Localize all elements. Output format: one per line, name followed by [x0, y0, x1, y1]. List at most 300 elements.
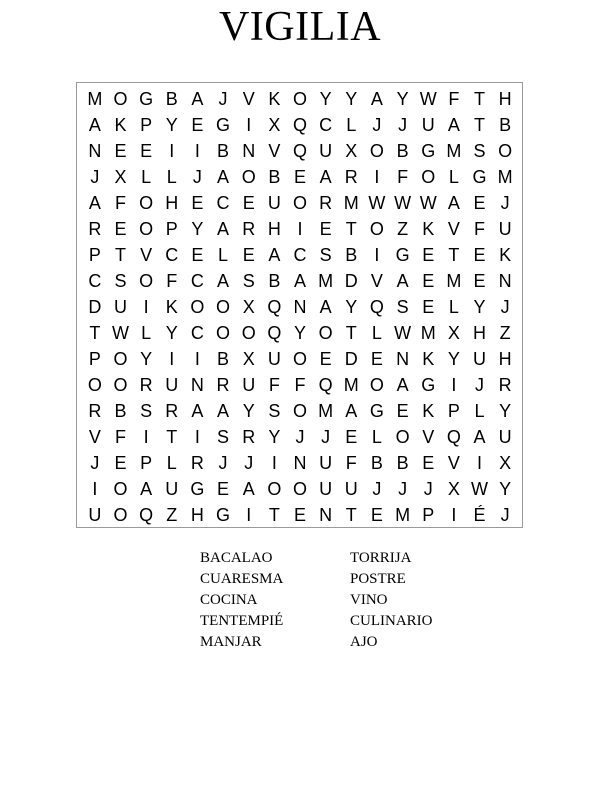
grid-cell[interactable]: J: [192, 167, 202, 187]
grid-cell[interactable]: L: [346, 115, 357, 135]
grid-cell[interactable]: L: [448, 167, 459, 187]
grid-cell[interactable]: O: [113, 375, 128, 395]
grid-cell[interactable]: R: [498, 375, 512, 395]
grid-cell[interactable]: O: [139, 193, 154, 213]
grid-cell[interactable]: Z: [499, 323, 511, 343]
grid-cell[interactable]: W: [419, 193, 437, 213]
grid-cell[interactable]: I: [194, 427, 200, 447]
grid-cell[interactable]: F: [294, 375, 306, 395]
grid-cell[interactable]: R: [242, 219, 256, 239]
grid-cell[interactable]: O: [292, 89, 307, 109]
grid-cell[interactable]: K: [499, 245, 512, 265]
grid-cell[interactable]: N: [293, 297, 307, 317]
grid-cell[interactable]: E: [114, 141, 127, 161]
grid-cell[interactable]: J: [398, 479, 408, 499]
grid-cell[interactable]: Z: [397, 219, 409, 239]
grid-cell[interactable]: A: [345, 401, 358, 421]
grid-cell[interactable]: S: [396, 297, 409, 317]
grid-cell[interactable]: Y: [242, 401, 255, 421]
grid-cell[interactable]: Y: [499, 401, 512, 421]
grid-cell[interactable]: P: [422, 505, 435, 525]
grid-cell[interactable]: Y: [345, 297, 358, 317]
grid-cell[interactable]: Y: [345, 89, 358, 109]
grid-cell[interactable]: F: [474, 219, 486, 239]
grid-cell[interactable]: J: [500, 297, 510, 317]
grid-cell[interactable]: M: [343, 193, 359, 213]
grid-cell[interactable]: J: [218, 453, 228, 473]
grid-cell[interactable]: P: [165, 219, 178, 239]
grid-cell[interactable]: O: [139, 219, 154, 239]
grid-cell[interactable]: I: [477, 453, 483, 473]
grid-cell[interactable]: Y: [396, 89, 409, 109]
grid-cell[interactable]: M: [318, 271, 334, 291]
grid-cell[interactable]: E: [242, 245, 255, 265]
grid-cell[interactable]: L: [371, 427, 382, 447]
grid-cell[interactable]: T: [474, 89, 486, 109]
grid-cell[interactable]: I: [194, 141, 200, 161]
grid-cell[interactable]: R: [216, 375, 230, 395]
grid-cell[interactable]: X: [242, 349, 255, 369]
puzzle-title: VIGILIA: [218, 4, 382, 50]
grid-cell[interactable]: U: [498, 427, 512, 447]
grid-cell[interactable]: G: [421, 141, 436, 161]
grid-cell[interactable]: I: [169, 141, 175, 161]
grid-cell[interactable]: V: [447, 219, 460, 239]
grid-cell[interactable]: E: [217, 479, 230, 499]
grid-cell[interactable]: J: [244, 453, 254, 473]
grid-cell[interactable]: O: [369, 375, 384, 395]
grid-cell[interactable]: B: [370, 453, 383, 473]
grid-cell[interactable]: K: [422, 219, 435, 239]
grid-cell[interactable]: O: [369, 219, 384, 239]
grid-cell[interactable]: T: [268, 505, 280, 525]
grid-cell[interactable]: E: [345, 427, 358, 447]
grid-cell[interactable]: H: [267, 219, 281, 239]
grid-cell[interactable]: G: [395, 245, 410, 265]
grid-cell[interactable]: E: [422, 297, 435, 317]
grid-cell[interactable]: T: [345, 219, 357, 239]
grid-cell[interactable]: T: [89, 323, 101, 343]
grid-cell[interactable]: S: [217, 427, 230, 447]
grid-cell[interactable]: O: [113, 479, 128, 499]
grid-cell[interactable]: U: [319, 453, 333, 473]
grid-cell[interactable]: P: [88, 245, 101, 265]
grid-cell[interactable]: A: [370, 89, 383, 109]
grid-cell[interactable]: K: [422, 349, 435, 369]
grid-cell[interactable]: O: [292, 193, 307, 213]
grid-cell[interactable]: W: [394, 193, 412, 213]
grid-cell[interactable]: G: [216, 115, 231, 135]
grid-cell[interactable]: O: [421, 167, 436, 187]
grid-cell[interactable]: P: [140, 453, 153, 473]
grid-cell[interactable]: I: [374, 245, 380, 265]
grid-cell[interactable]: E: [242, 193, 255, 213]
grid-cell[interactable]: K: [114, 115, 127, 135]
grid-cell[interactable]: A: [217, 271, 230, 291]
word-list-item: AJO: [350, 634, 378, 650]
grid-cell[interactable]: D: [344, 349, 358, 369]
grid-cell[interactable]: O: [87, 375, 102, 395]
grid-cell[interactable]: A: [191, 89, 204, 109]
grid-cell[interactable]: G: [421, 375, 436, 395]
grid-cell[interactable]: Y: [447, 349, 460, 369]
grid-cell[interactable]: E: [370, 349, 383, 369]
grid-cell[interactable]: Y: [473, 297, 486, 317]
grid-cell[interactable]: Y: [319, 89, 332, 109]
grid-cell[interactable]: E: [191, 245, 204, 265]
grid-cell[interactable]: I: [169, 349, 175, 369]
grid-cell[interactable]: O: [113, 349, 128, 369]
grid-cell[interactable]: U: [319, 479, 333, 499]
grid-cell[interactable]: B: [396, 453, 409, 473]
grid-cell[interactable]: L: [141, 323, 152, 343]
grid-cell[interactable]: M: [446, 271, 462, 291]
grid-cell[interactable]: R: [190, 453, 204, 473]
grid-cell[interactable]: O: [241, 323, 256, 343]
grid-cell[interactable]: R: [88, 219, 102, 239]
grid-cell[interactable]: V: [88, 427, 101, 447]
grid-cell[interactable]: Q: [267, 297, 282, 317]
grid-cell[interactable]: N: [242, 141, 256, 161]
grid-cell[interactable]: R: [165, 401, 179, 421]
grid-cell[interactable]: I: [374, 167, 380, 187]
grid-cell[interactable]: T: [474, 115, 486, 135]
grid-cell[interactable]: E: [293, 505, 306, 525]
grid-cell[interactable]: V: [447, 453, 460, 473]
word-search-grid[interactable]: [82, 86, 518, 528]
grid-cell[interactable]: M: [446, 141, 462, 161]
grid-cell[interactable]: D: [344, 271, 358, 291]
grid-cell[interactable]: I: [451, 375, 457, 395]
grid-cell[interactable]: B: [165, 89, 178, 109]
grid-cell[interactable]: A: [217, 401, 230, 421]
grid-cell[interactable]: M: [420, 323, 436, 343]
grid-cell[interactable]: P: [140, 115, 153, 135]
grid-cell[interactable]: I: [246, 505, 252, 525]
grid-cell[interactable]: N: [498, 271, 512, 291]
grid-cell[interactable]: R: [88, 401, 102, 421]
grid-cell[interactable]: E: [370, 505, 383, 525]
word-list-right: [350, 548, 433, 653]
grid-cell[interactable]: G: [472, 167, 487, 187]
grid-cell[interactable]: U: [165, 479, 179, 499]
word-list-item: MANJAR: [200, 634, 262, 650]
grid-cell[interactable]: U: [267, 349, 281, 369]
grid-cell[interactable]: J: [90, 453, 100, 473]
grid-cell[interactable]: A: [473, 427, 486, 447]
grid-cell[interactable]: L: [371, 323, 382, 343]
grid-cell[interactable]: O: [292, 401, 307, 421]
grid-cell[interactable]: C: [319, 115, 333, 135]
grid-cell[interactable]: E: [114, 453, 127, 473]
grid-cell[interactable]: S: [268, 401, 281, 421]
grid-cell[interactable]: J: [398, 115, 408, 135]
grid-cell[interactable]: G: [216, 505, 231, 525]
grid-cell[interactable]: E: [191, 193, 204, 213]
grid-cell[interactable]: S: [319, 245, 332, 265]
grid-cell[interactable]: L: [141, 167, 152, 187]
grid-cell[interactable]: M: [497, 167, 513, 187]
grid-cell[interactable]: T: [114, 245, 126, 265]
grid-cell[interactable]: O: [190, 297, 205, 317]
grid-cell[interactable]: Q: [267, 323, 282, 343]
grid-cell[interactable]: L: [448, 297, 459, 317]
grid-cell[interactable]: R: [242, 427, 256, 447]
grid-cell[interactable]: J: [423, 479, 433, 499]
grid-cell[interactable]: O: [292, 349, 307, 369]
grid-cell[interactable]: A: [191, 401, 204, 421]
grid-cell[interactable]: C: [190, 323, 204, 343]
grid-cell[interactable]: X: [447, 323, 460, 343]
grid-cell[interactable]: T: [345, 505, 357, 525]
word-list-item: BACALAO: [200, 550, 273, 566]
grid-cell[interactable]: Y: [191, 219, 204, 239]
grid-cell[interactable]: N: [293, 453, 307, 473]
grid-cell[interactable]: A: [396, 271, 409, 291]
grid-cell[interactable]: V: [422, 427, 435, 447]
grid-cell[interactable]: V: [268, 141, 281, 161]
grid-cell[interactable]: W: [471, 479, 489, 499]
grid-cell[interactable]: J: [372, 479, 382, 499]
grid-cell[interactable]: X: [268, 115, 281, 135]
grid-cell[interactable]: J: [90, 167, 100, 187]
grid-cell[interactable]: C: [216, 193, 230, 213]
grid-cell[interactable]: A: [396, 375, 409, 395]
grid-cell[interactable]: S: [114, 271, 127, 291]
grid-cell[interactable]: S: [473, 141, 486, 161]
grid-cell[interactable]: O: [292, 479, 307, 499]
grid-cell[interactable]: A: [217, 167, 230, 187]
grid-cell[interactable]: L: [166, 167, 177, 187]
grid-cell[interactable]: B: [114, 401, 127, 421]
grid-cell[interactable]: E: [422, 271, 435, 291]
grid-cell[interactable]: F: [166, 271, 178, 291]
grid-cell[interactable]: C: [190, 271, 204, 291]
grid-cell[interactable]: W: [394, 323, 412, 343]
grid-cell[interactable]: Q: [369, 297, 384, 317]
grid-cell[interactable]: O: [113, 89, 128, 109]
grid-cell[interactable]: J: [475, 375, 485, 395]
grid-cell[interactable]: V: [242, 89, 255, 109]
grid-cell[interactable]: A: [319, 297, 332, 317]
grid-cell[interactable]: I: [92, 479, 98, 499]
grid-cell[interactable]: X: [242, 297, 255, 317]
grid-cell[interactable]: L: [166, 453, 177, 473]
grid-cell[interactable]: T: [448, 245, 460, 265]
grid-cell[interactable]: E: [191, 115, 204, 135]
grid-cell[interactable]: I: [143, 297, 149, 317]
grid-cell[interactable]: E: [319, 219, 332, 239]
grid-cell[interactable]: Q: [139, 505, 154, 525]
grid-cell[interactable]: W: [368, 193, 386, 213]
grid-cell[interactable]: N: [190, 375, 204, 395]
grid-cell[interactable]: U: [165, 375, 179, 395]
grid-cell[interactable]: W: [419, 89, 437, 109]
grid-cell[interactable]: F: [114, 427, 126, 447]
grid-cell[interactable]: H: [165, 193, 179, 213]
grid-cell[interactable]: E: [140, 141, 153, 161]
grid-cell[interactable]: G: [369, 401, 384, 421]
grid-cell[interactable]: C: [165, 245, 179, 265]
grid-cell[interactable]: G: [139, 89, 154, 109]
grid-cell[interactable]: J: [295, 427, 305, 447]
grid-cell[interactable]: C: [293, 245, 307, 265]
word-search-grid-frame: [76, 82, 523, 528]
grid-cell[interactable]: U: [267, 193, 281, 213]
grid-cell[interactable]: O: [318, 323, 333, 343]
grid-cell[interactable]: Y: [165, 115, 178, 135]
grid-cell[interactable]: A: [447, 115, 460, 135]
grid-cell[interactable]: Y: [293, 323, 306, 343]
grid-cell[interactable]: E: [319, 349, 332, 369]
grid-cell[interactable]: É: [473, 505, 486, 525]
grid-cell[interactable]: I: [143, 427, 149, 447]
grid-cell[interactable]: B: [396, 141, 409, 161]
grid-cell[interactable]: U: [319, 141, 333, 161]
grid-cell[interactable]: L: [218, 245, 229, 265]
grid-cell[interactable]: E: [473, 193, 486, 213]
grid-cell[interactable]: F: [114, 193, 126, 213]
grid-cell[interactable]: W: [111, 323, 129, 343]
grid-cell[interactable]: E: [422, 245, 435, 265]
grid-cell[interactable]: A: [268, 245, 281, 265]
grid-cell[interactable]: U: [421, 115, 435, 135]
grid-cell[interactable]: O: [395, 427, 410, 447]
grid-cell[interactable]: B: [268, 271, 281, 291]
grid-cell[interactable]: B: [217, 349, 230, 369]
grid-cell[interactable]: U: [113, 297, 127, 317]
grid-cell[interactable]: J: [500, 193, 510, 213]
grid-cell[interactable]: P: [88, 349, 101, 369]
grid-cell[interactable]: N: [88, 141, 102, 161]
grid-cell[interactable]: S: [140, 401, 153, 421]
grid-cell[interactable]: P: [447, 401, 460, 421]
grid-cell[interactable]: J: [372, 115, 382, 135]
grid-cell[interactable]: Y: [165, 323, 178, 343]
grid-cell[interactable]: F: [448, 89, 460, 109]
grid-cell[interactable]: S: [242, 271, 255, 291]
grid-cell[interactable]: Z: [166, 505, 178, 525]
grid-cell[interactable]: U: [498, 219, 512, 239]
grid-cell[interactable]: F: [345, 453, 357, 473]
grid-cell[interactable]: Q: [292, 141, 307, 161]
grid-cell[interactable]: U: [88, 505, 102, 525]
grid-cell[interactable]: B: [499, 115, 512, 135]
grid-cell[interactable]: K: [165, 297, 178, 317]
grid-cell[interactable]: I: [451, 505, 457, 525]
grid-cell[interactable]: X: [447, 479, 460, 499]
word-list-item: POSTRE: [350, 571, 406, 587]
grid-cell[interactable]: O: [216, 297, 231, 317]
grid-cell[interactable]: O: [113, 505, 128, 525]
grid-cell[interactable]: M: [343, 375, 359, 395]
grid-cell[interactable]: N: [396, 349, 410, 369]
grid-cell[interactable]: K: [268, 89, 281, 109]
grid-cell[interactable]: Y: [499, 479, 512, 499]
grid-cell[interactable]: A: [140, 479, 153, 499]
grid-cell[interactable]: A: [217, 219, 230, 239]
grid-cell[interactable]: H: [473, 323, 487, 343]
grid-cell[interactable]: B: [345, 245, 358, 265]
grid-cell[interactable]: C: [88, 271, 102, 291]
grid-cell[interactable]: A: [319, 167, 332, 187]
grid-cell[interactable]: I: [246, 115, 252, 135]
grid-cell[interactable]: H: [498, 349, 512, 369]
grid-cell[interactable]: X: [345, 141, 358, 161]
grid-cell[interactable]: E: [293, 167, 306, 187]
grid-cell[interactable]: O: [369, 141, 384, 161]
grid-cell[interactable]: U: [473, 349, 487, 369]
grid-cell[interactable]: M: [395, 505, 411, 525]
grid-cell[interactable]: L: [474, 401, 485, 421]
grid-cell[interactable]: J: [218, 89, 228, 109]
grid-cell[interactable]: R: [319, 193, 333, 213]
grid-cell[interactable]: R: [344, 167, 358, 187]
grid-cell[interactable]: T: [166, 427, 178, 447]
grid-cell[interactable]: F: [397, 167, 409, 187]
grid-cell[interactable]: E: [114, 219, 127, 239]
grid-cell[interactable]: J: [500, 505, 510, 525]
grid-cell[interactable]: E: [396, 401, 409, 421]
grid-cell[interactable]: O: [241, 167, 256, 187]
grid-cell[interactable]: I: [194, 349, 200, 369]
grid-cell[interactable]: H: [190, 505, 204, 525]
grid-cell[interactable]: J: [321, 427, 331, 447]
grid-cell[interactable]: V: [140, 245, 153, 265]
word-list-item: COCINA: [200, 592, 258, 608]
grid-cell[interactable]: H: [498, 89, 512, 109]
word-list-item: CULINARIO: [350, 613, 433, 629]
grid-cell[interactable]: A: [293, 271, 306, 291]
grid-cell[interactable]: E: [473, 245, 486, 265]
grid-cell[interactable]: Q: [292, 115, 307, 135]
grid-cell[interactable]: E: [422, 453, 435, 473]
grid-cell[interactable]: N: [319, 505, 333, 525]
word-list-item: CUARESMA: [200, 571, 284, 587]
grid-cell[interactable]: V: [370, 271, 383, 291]
grid-cell[interactable]: T: [345, 323, 357, 343]
grid-cell[interactable]: B: [217, 141, 230, 161]
grid-cell[interactable]: I: [271, 453, 277, 473]
grid-cell[interactable]: Y: [268, 427, 281, 447]
grid-cell[interactable]: O: [139, 271, 154, 291]
grid-cell[interactable]: M: [318, 401, 334, 421]
grid-cell[interactable]: E: [473, 271, 486, 291]
grid-cell[interactable]: O: [498, 141, 513, 161]
grid-cell[interactable]: A: [447, 193, 460, 213]
grid-cell[interactable]: O: [267, 479, 282, 499]
grid-cell[interactable]: Q: [446, 427, 461, 447]
grid-cell[interactable]: X: [114, 167, 127, 187]
grid-cell[interactable]: F: [268, 375, 280, 395]
grid-cell[interactable]: A: [88, 115, 101, 135]
grid-cell[interactable]: U: [344, 479, 358, 499]
grid-cell[interactable]: I: [297, 219, 303, 239]
grid-cell[interactable]: B: [268, 167, 281, 187]
grid-cell[interactable]: Y: [140, 349, 153, 369]
grid-cell[interactable]: D: [88, 297, 102, 317]
grid-cell[interactable]: U: [242, 375, 256, 395]
grid-cell[interactable]: O: [216, 323, 231, 343]
grid-cell[interactable]: A: [242, 479, 255, 499]
grid-cell[interactable]: A: [88, 193, 101, 213]
grid-cell[interactable]: X: [499, 453, 512, 473]
grid-cell[interactable]: K: [422, 401, 435, 421]
grid-cell[interactable]: R: [139, 375, 153, 395]
grid-cell[interactable]: M: [87, 89, 103, 109]
grid-cell[interactable]: Q: [318, 375, 333, 395]
grid-cell[interactable]: G: [190, 479, 205, 499]
